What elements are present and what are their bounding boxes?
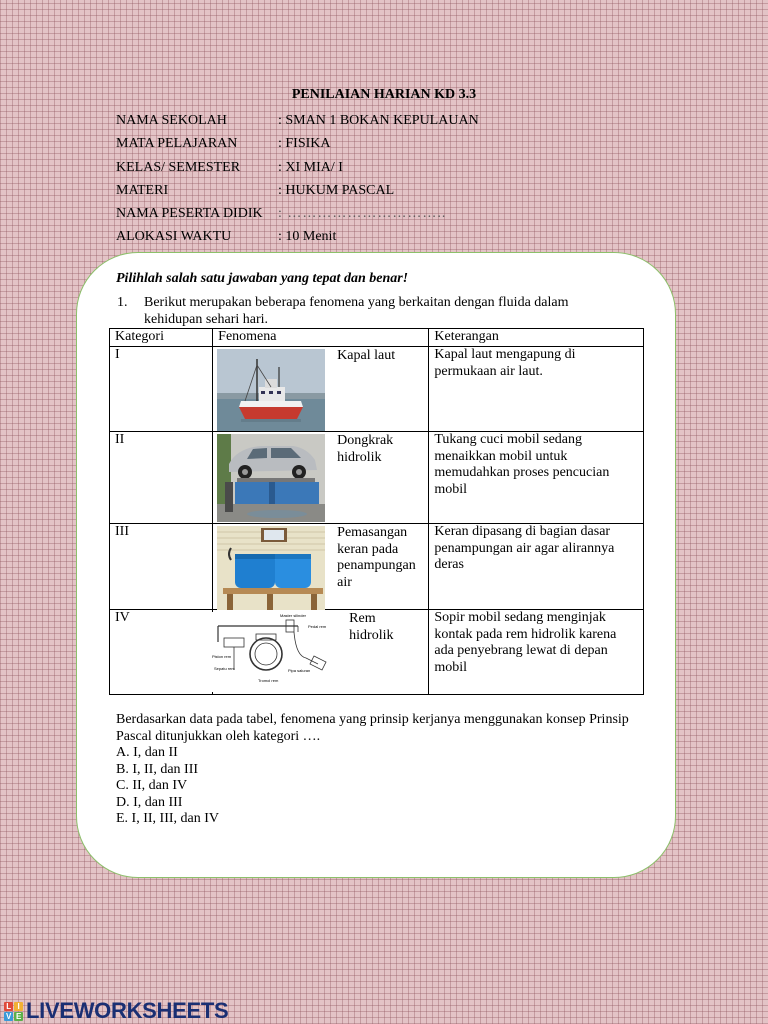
info-label: ALOKASI WAKTU <box>116 229 232 245</box>
info-label: NAMA PESERTA DIDIK <box>116 206 263 222</box>
info-label: NAMA SEKOLAH <box>116 113 227 128</box>
phenomena-table <box>109 328 644 695</box>
fenomena-cell <box>213 432 429 524</box>
ship-image <box>217 349 325 437</box>
diagram-label: Master silinder <box>280 613 307 618</box>
logo-icon: L I V E <box>5 1001 22 1021</box>
option-d[interactable]: D. I, dan III <box>116 794 183 810</box>
info-value: : FISIKA <box>278 136 331 152</box>
answer-options <box>116 745 219 828</box>
table-row <box>110 432 644 524</box>
water-tank-image <box>217 526 325 616</box>
question-number: 1. <box>117 295 128 310</box>
diagram-label: Pedal rem <box>308 624 327 629</box>
keterangan-cell: Sopir mobil sedang menginjak kontak pada rem hidrolik karena ada penyebrang lewat di depan mobil <box>429 610 644 695</box>
info-row-subject <box>116 132 479 155</box>
info-label: MATA PELAJARAN <box>116 136 238 152</box>
table-header-cell: Keterangan <box>429 329 644 347</box>
kategori-cell: I <box>110 347 213 432</box>
info-label: MATERI <box>116 182 169 198</box>
info-row-class <box>116 156 479 179</box>
question-text: Berikut merupakan beberapa fenomena yang berkaitan dengan fluida dalam kehidupan sehari hari. <box>144 295 569 327</box>
kategori-cell: II <box>110 432 213 524</box>
keterangan-cell: Kapal laut mengapung di permukaan air laut. <box>429 347 644 432</box>
fenomena-name: Kapal laut <box>337 348 396 363</box>
keterangan-cell: Keran dipasang di bagian dasar penampungan air agar alirannya deras <box>429 524 644 610</box>
info-row-school <box>116 109 479 132</box>
table-header-cell: Kategori <box>110 329 213 347</box>
page-title: PENILAIAN HARIAN KD 3.3 <box>291 87 477 102</box>
fenomena-cell <box>213 524 429 610</box>
fenomena-cell <box>213 347 429 432</box>
table-header-row <box>110 329 644 347</box>
instruction-text: Pilihlah salah satu jawaban yang tepat dan benar! <box>116 271 409 286</box>
kategori-cell: III <box>110 524 213 610</box>
info-row-student-name <box>116 202 479 225</box>
table-row <box>110 347 644 432</box>
hydraulic-brake-diagram <box>210 612 336 698</box>
info-label: KELAS/ SEMESTER <box>116 159 241 175</box>
keterangan-cell: Tukang cuci mobil sedang menaikkan mobil untuk memudahkan proses pencucian mobil <box>429 432 644 524</box>
fenomena-cell <box>213 610 429 695</box>
info-value: : 10 Menit <box>278 229 337 245</box>
question-prompt: Berdasarkan data pada tabel, fenomena yang prinsip kerjanya menggunakan konsep Prinsip Pascal ditunjukkan oleh kategori …. <box>116 712 629 744</box>
fenomena-name: Pemasangan keran pada penampungan air <box>337 525 416 590</box>
info-row-time <box>116 225 479 248</box>
logo-text: LIVEWORKSHEETS <box>26 998 229 1023</box>
info-value: : SMAN 1 BOKAN KEPULAUAN <box>278 113 479 128</box>
hydraulic-jack-image <box>217 434 325 528</box>
table-row <box>110 610 644 695</box>
option-c[interactable]: C. II, dan IV <box>116 778 188 793</box>
fenomena-name: Rem hidrolik <box>349 611 394 643</box>
diagram-label: Piston rem <box>212 654 232 659</box>
kategori-cell: IV <box>110 610 213 695</box>
diagram-label: Sepatu rem <box>214 666 235 671</box>
info-value: : XI MIA/ I <box>278 159 343 175</box>
liveworksheets-logo[interactable] <box>4 998 228 1024</box>
table-row <box>110 524 644 610</box>
student-name-field[interactable]: : ………………………….. <box>278 206 447 222</box>
info-value: : HUKUM PASCAL <box>278 182 395 198</box>
diagram-label: Tromol rem <box>258 678 279 683</box>
info-row-material <box>116 179 479 202</box>
option-e[interactable]: E. I, II, III, dan IV <box>116 811 220 826</box>
option-a[interactable]: A. I, dan II <box>116 745 178 760</box>
fenomena-name: Dongkrak hidrolik <box>337 433 394 465</box>
student-info <box>116 109 479 249</box>
table-header-cell: Fenomena <box>213 329 429 347</box>
option-b[interactable]: B. I, II, dan III <box>116 761 199 777</box>
diagram-label: Pipa saluran <box>288 668 311 673</box>
